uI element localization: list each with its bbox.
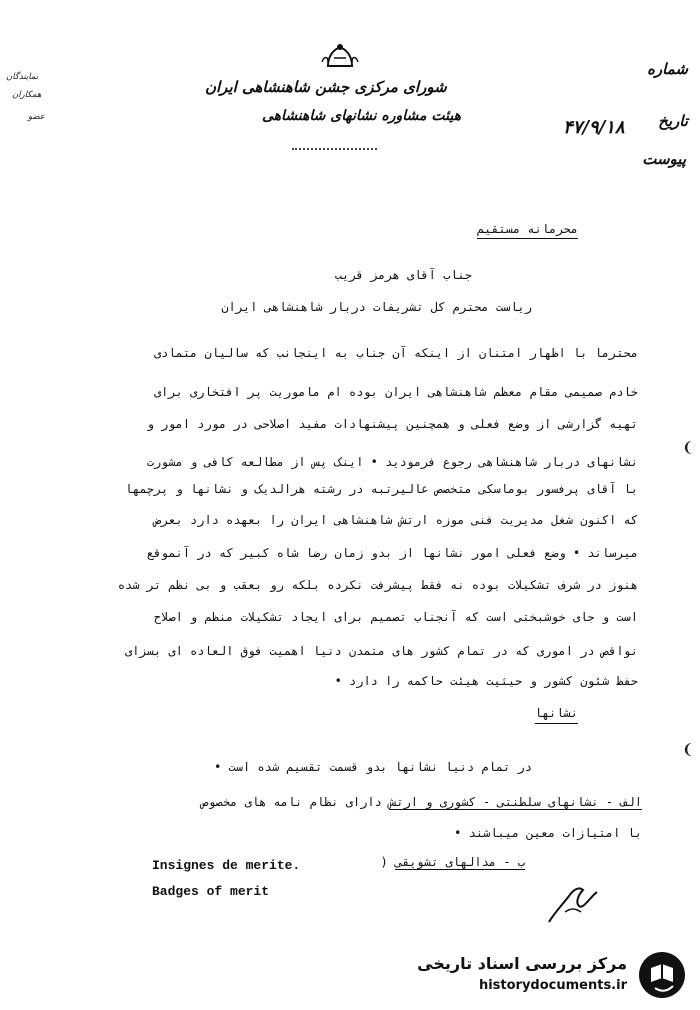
body-line-1: محترما با اظهار امتنان از اینکه آن جناب به اینجانب که سالیان متمادی bbox=[153, 346, 638, 360]
body-line-5: با آقای پرفسور بوماسکی متخصص عالیرتبه در رشته هرالدیک و نشانها و پرچمها bbox=[125, 482, 638, 496]
classification-label: محرمانه مستقیم bbox=[477, 222, 578, 239]
left-margin-note-2: همکاران bbox=[12, 90, 42, 100]
body-line-4: نشانهای دربار شاهنشاهی رجوع فرمودید • اینک پس از مطالعه کافی و مشورت bbox=[146, 455, 638, 469]
date-label: تاریخ bbox=[658, 112, 688, 130]
signature-icon bbox=[545, 882, 605, 927]
body-line-7: میرساند • وضع فعلی امور نشانها از بدو زمان رضا شاه کبیر که در آنموقع bbox=[146, 546, 638, 560]
body-line-13: در تمام دنیا نشانها بدو قسمت تقسیم شده است • bbox=[214, 760, 532, 774]
watermark-persian-text: مرکز بررسی اسناد تاریخی bbox=[417, 954, 627, 973]
header-dotted-rule bbox=[292, 148, 377, 150]
watermark bbox=[405, 948, 695, 1003]
margin-mark-2: ❨ bbox=[682, 742, 694, 758]
addressee-name: جناب آقای هرمز قریب bbox=[334, 268, 472, 282]
item-b-paren: ( bbox=[380, 855, 388, 869]
organization-subtitle: هیئت مشاوره نشانهای شاهنشاهی bbox=[262, 108, 461, 124]
left-margin-note-1: نمایندگان bbox=[6, 72, 39, 82]
watermark-logo-icon bbox=[637, 950, 687, 1000]
margin-mark-1: ❨ bbox=[682, 440, 694, 456]
section-heading: نشانها bbox=[535, 706, 578, 724]
addressee-title: ریاست محترم کل تشریفات دربار شاهنشاهی ایران bbox=[221, 300, 532, 314]
body-line-11: حفظ شئون کشور و حیثیت هیئت حاکمه را دارد • bbox=[334, 674, 638, 688]
date-value: ۴۷/۹/۱۸ bbox=[563, 117, 625, 138]
organization-name: شورای مرکزی جشن شاهنشاهی ایران bbox=[205, 78, 447, 96]
watermark-url: historydocuments.ir bbox=[478, 978, 627, 993]
body-line-10: نواقص در اموری که در تمام کشور های متمدن دنیا اهمیت فوق العاده ای بسزای bbox=[125, 644, 638, 658]
body-line-6: که اکنون شغل مدیریت فنی موزه ارتش شاهنشاهی ایران را بعهده دارد بعرض bbox=[153, 513, 638, 527]
left-margin-note-3: عضو bbox=[28, 112, 45, 122]
body-line-9: است و جای خوشبختی است که آنجناب تصمیم برای ایجاد تشکیلات منظم و اصلاح bbox=[153, 610, 638, 624]
latin-term-english: Badges of merit bbox=[152, 884, 270, 899]
attachment-label: پیوست bbox=[642, 150, 686, 168]
latin-term-french: Insignes de merite. bbox=[152, 858, 301, 873]
body-line-14 bbox=[201, 795, 642, 809]
item-a-label: الف - نشانهای سلطنتی - کشوری و ارتش bbox=[389, 795, 642, 809]
crest-emblem-icon bbox=[310, 42, 370, 72]
number-label: شماره bbox=[647, 60, 688, 78]
item-a-rest: دارای نظام نامه های مخصوص bbox=[201, 795, 382, 809]
body-line-2: خادم صمیمی مقام معظم شاهنشاهی ایران بوده ام ماموریت پر افتخاری برای bbox=[153, 385, 638, 399]
body-line-16 bbox=[380, 855, 525, 869]
body-line-3: تهیه گزارشی از وضع فعلی و همچنین پیشنهادات مفید اصلاحی در مورد امور و bbox=[146, 417, 638, 431]
body-line-8: هنوز در شرف تشکیلات بوده نه فقط پیشرفت نکرده بلکه رو بعقب و بی نظم تر شده bbox=[117, 578, 638, 592]
body-line-15: با امتیازات معین میباشند • bbox=[454, 826, 642, 840]
item-b-label: ب - مدالهای تشویقی bbox=[394, 855, 525, 869]
